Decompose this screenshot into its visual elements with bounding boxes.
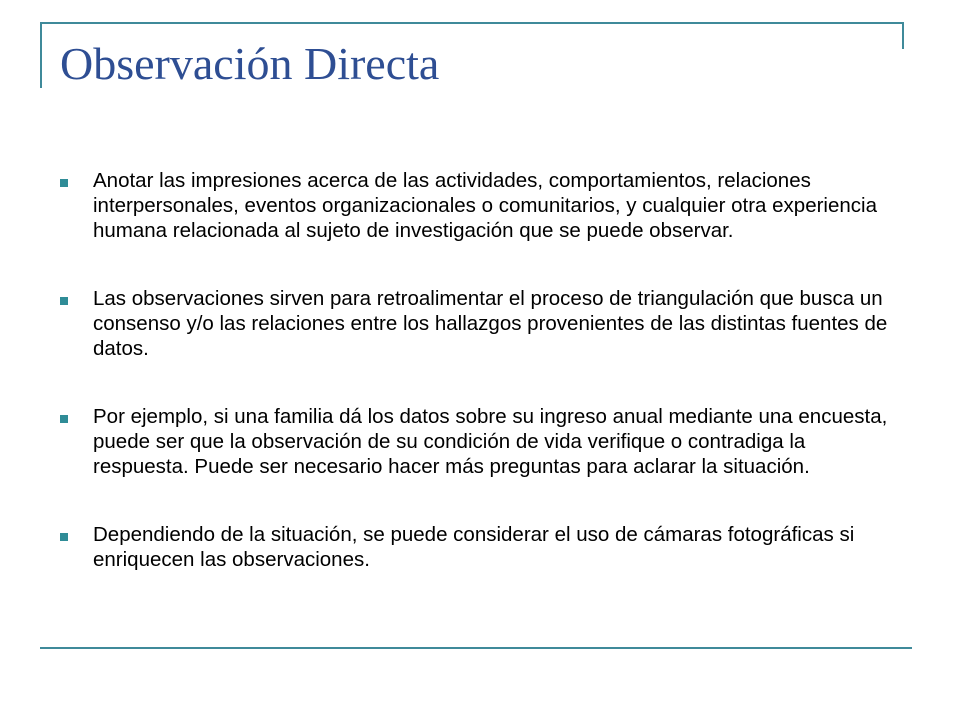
slide-title-part-2: n Directa: [269, 38, 440, 89]
square-bullet-icon: [60, 415, 68, 423]
bullet-item: [58, 404, 903, 479]
bullet-text: Dependiendo de la situación, se puede considerar el uso de cámaras fotográficas si enriquecen las observaciones.: [93, 523, 855, 571]
top-right-tick-line: [902, 22, 904, 49]
bullet-text: Anotar las impresiones acerca de las actividades, comportamientos, relaciones interpersonales, eventos organizacionales o comunitarios, y cualquier otra experiencia humana relacionada al sujeto de investigación que se puede observar.: [93, 169, 877, 242]
bottom-divider-line: [40, 647, 912, 649]
slide-title-accented-letter: ó: [246, 38, 270, 89]
slide-title: [60, 38, 439, 91]
slide-title-part-1: Observaci: [60, 38, 247, 89]
bullet-text: Por ejemplo, si una familia dá los datos sobre su ingreso anual mediante una encuesta, puede ser que la observación de su condición de vida verifique o contradiga la respuesta. Puede ser necesario hacer más preguntas para aclarar la situación.: [93, 405, 888, 478]
square-bullet-icon: [60, 179, 68, 187]
bullet-list: [58, 168, 903, 572]
square-bullet-icon: [60, 533, 68, 541]
bullet-item: [58, 168, 903, 243]
bullet-item: [58, 286, 903, 361]
bullet-text: Las observaciones sirven para retroalimentar el proceso de triangulación que busca un consenso y/o las relaciones entre los hallazgos provenientes de las distintas fuentes de datos.: [93, 287, 888, 360]
bullet-item: [58, 522, 903, 572]
top-divider-line: [40, 22, 904, 24]
square-bullet-icon: [60, 297, 68, 305]
left-accent-line: [40, 22, 42, 88]
